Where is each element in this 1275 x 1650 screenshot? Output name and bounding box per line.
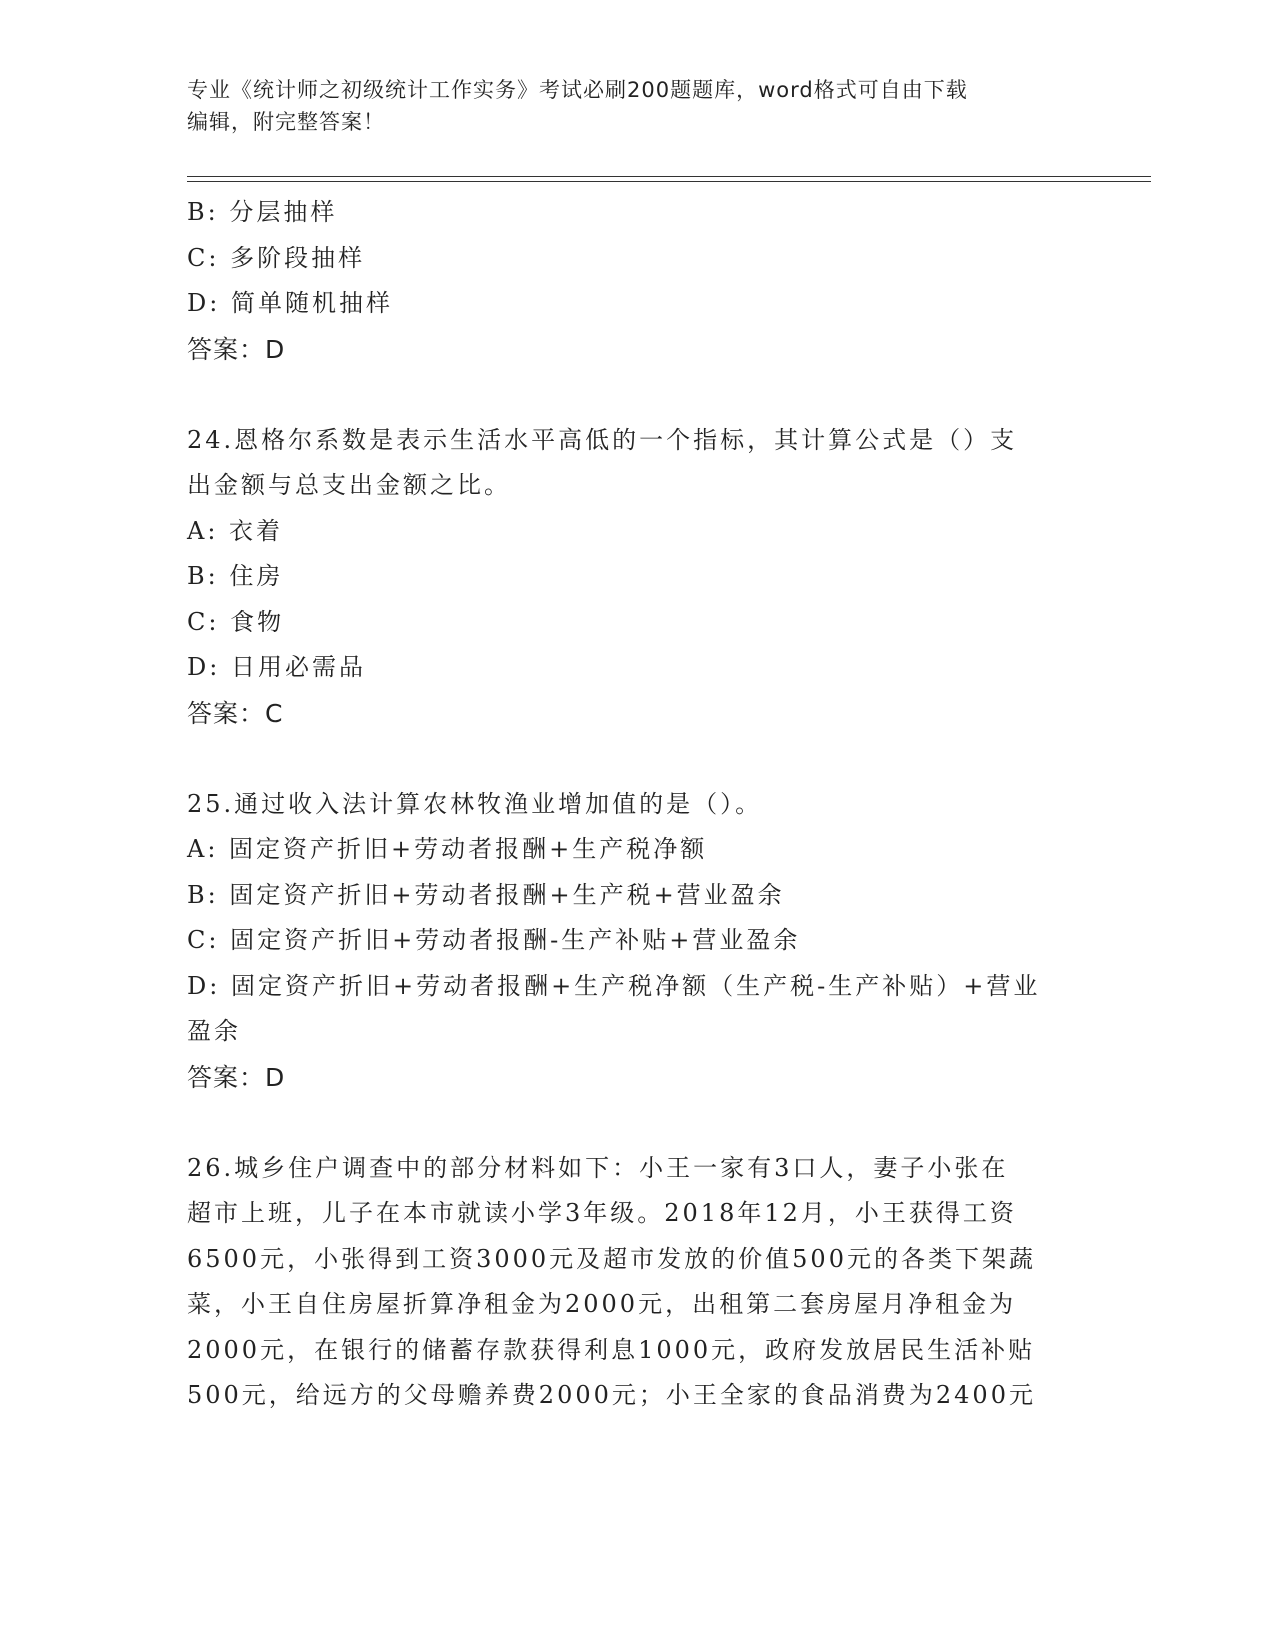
question-text-line-2: 出金额与总支出金额之比。: [187, 471, 511, 499]
header-line-1: 专业《统计师之初级统计工作实务》考试必刷200题题库，word格式可自由下载: [187, 78, 968, 102]
document-body: [187, 190, 1087, 1419]
spacer: [187, 372, 1087, 418]
header-rule-top: [187, 176, 1151, 177]
option-c: C: 固定资产折旧+劳动者报酬-生产补贴+营业盈余: [187, 926, 801, 954]
question-text-line-1: 26.城乡住户调查中的部分材料如下：小王一家有3口人，妻子小张在: [187, 1153, 1009, 1182]
header-rule-bottom: [187, 181, 1151, 182]
spacer: [187, 1100, 1087, 1146]
option-a: A: 衣着: [187, 516, 284, 545]
option-a: A: 固定资产折旧+劳动者报酬+生产税净额: [187, 835, 708, 863]
question-text-line-4: 菜，小王自住房屋折算净租金为2000元，出租第二套房屋月净租金为: [187, 1290, 1017, 1318]
question-text-line-1: 24.恩格尔系数是表示生活水平高低的一个指标，其计算公式是（）支: [187, 425, 1018, 454]
option-d-continued: 盈余: [187, 1017, 241, 1045]
question-26: [187, 1146, 1087, 1419]
option-c: C: 多阶段抽样: [187, 243, 366, 272]
answer: 答案：C: [187, 698, 284, 728]
question-text-line-3: 6500元，小张得到工资3000元及超市发放的价值500元的各类下架蔬: [187, 1244, 1036, 1273]
option-b: B: 分层抽样: [187, 198, 338, 226]
document-header: [187, 74, 1067, 138]
answer: 答案：D: [187, 334, 286, 364]
question-text-line-6: 500元，给远方的父母赡养费2000元；小王全家的食品消费为2400元: [187, 1381, 1036, 1409]
question-text-line-5: 2000元，在银行的储蓄存款获得利息1000元，政府发放居民生活补贴: [187, 1335, 1036, 1364]
question-23: [187, 190, 1087, 372]
option-d: D: 固定资产折旧+劳动者报酬+生产税净额（生产税-生产补贴）+营业: [187, 971, 1041, 1000]
header-line-2: 编辑，附完整答案！: [187, 110, 385, 134]
option-c: C: 食物: [187, 607, 285, 636]
question-25: [187, 782, 1087, 1101]
option-b: B: 固定资产折旧+劳动者报酬+生产税+营业盈余: [187, 880, 785, 909]
question-24: [187, 418, 1087, 737]
spacer: [187, 736, 1087, 782]
option-d: D: 简单随机抽样: [187, 289, 393, 317]
option-d: D: 日用必需品: [187, 653, 366, 681]
answer: 答案：D: [187, 1062, 286, 1092]
option-b: B: 住房: [187, 562, 284, 590]
question-text-line-1: 25.通过收入法计算农林牧渔业增加值的是（）。: [187, 789, 763, 818]
question-text-line-2: 超市上班，儿子在本市就读小学3年级。2018年12月，小王获得工资: [187, 1199, 1017, 1227]
